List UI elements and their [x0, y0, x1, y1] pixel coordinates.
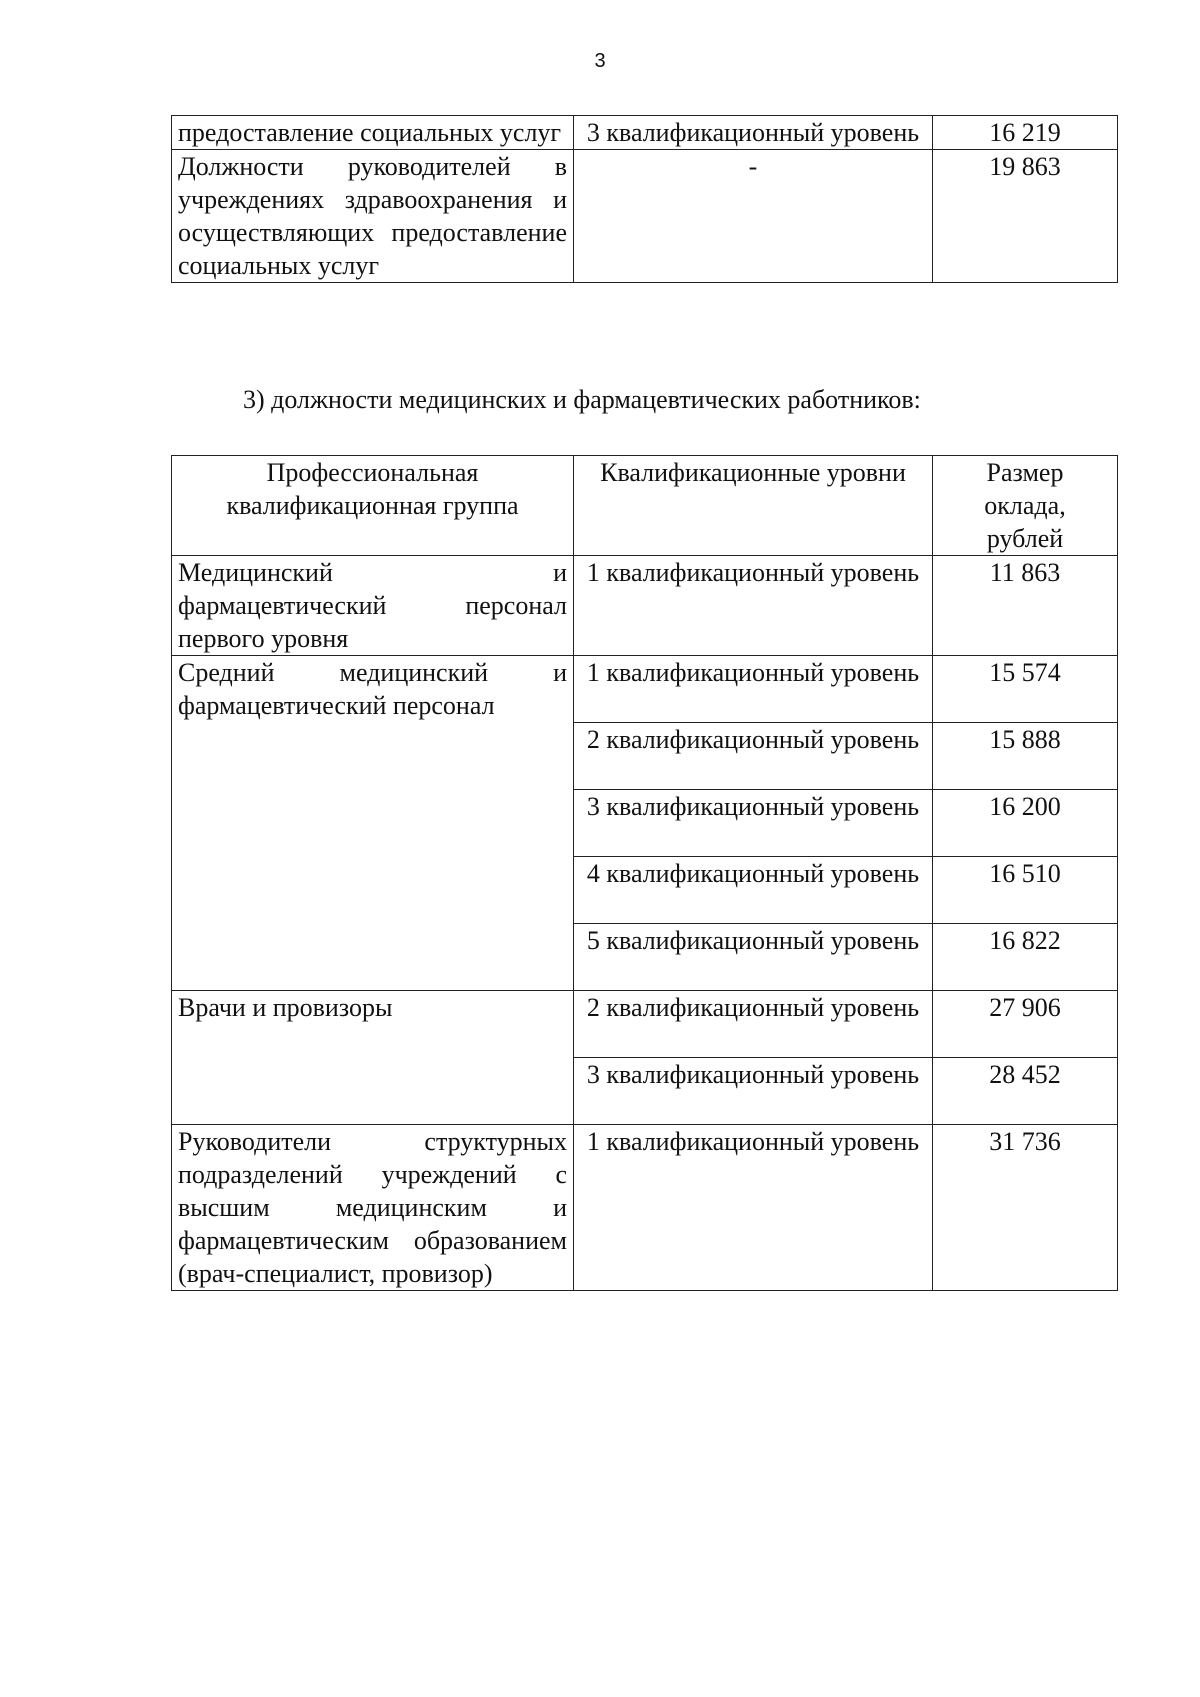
header-level: Квалификационные уровни [574, 456, 933, 556]
level-cell: 1 квалификационный уровень [574, 1125, 933, 1291]
level-cell: 3 квалификационный уровень [574, 116, 933, 150]
group-cell: Медицинский и фармацевтический персонал первого уровня [172, 556, 574, 656]
table-row [172, 116, 1118, 150]
salary-cell: 15 888 [933, 723, 1118, 790]
header-salary: Размер оклада, рублей [933, 456, 1118, 556]
header-group: Профессиональная квалификационная группа [172, 456, 574, 556]
table-header-row [172, 456, 1118, 556]
table-row [172, 656, 1118, 723]
salary-cell: 16 200 [933, 790, 1118, 857]
level-cell: 1 квалификационный уровень [574, 556, 933, 656]
group-cell: Врачи и провизоры [172, 991, 574, 1125]
group-cell: Руководители структурных подразделений учреждений с высшим медицинским и фармацевтическим образованием (врач-специалист, провизор) [172, 1125, 574, 1291]
salary-cell: 11 863 [933, 556, 1118, 656]
level-cell: 1 квалификационный уровень [574, 656, 933, 723]
table-row [172, 991, 1118, 1058]
group-cell: предоставление социальных услуг [172, 116, 574, 150]
salary-cell: 16 822 [933, 924, 1118, 991]
salary-table-continued [171, 115, 1118, 283]
level-cell: 4 квалификационный уровень [574, 857, 933, 924]
salary-cell: 31 736 [933, 1125, 1118, 1291]
level-cell: 3 квалификационный уровень [574, 790, 933, 857]
salary-cell: 15 574 [933, 656, 1118, 723]
level-cell: 5 квалификационный уровень [574, 924, 933, 991]
medical-salary-table [171, 455, 1118, 1291]
group-cell: Средний медицинский и фармацевтический персонал [172, 656, 574, 991]
salary-cell: 16 510 [933, 857, 1118, 924]
level-cell: - [574, 150, 933, 283]
salary-cell: 27 906 [933, 991, 1118, 1058]
table-row [172, 150, 1118, 283]
salary-cell: 16 219 [933, 116, 1118, 150]
salary-cell: 19 863 [933, 150, 1118, 283]
level-cell: 3 квалификационный уровень [574, 1058, 933, 1125]
section-heading: 3) должности медицинских и фармацевтических работников: [243, 385, 921, 414]
table-row [172, 556, 1118, 656]
level-cell: 2 квалификационный уровень [574, 723, 933, 790]
level-cell: 2 квалификационный уровень [574, 991, 933, 1058]
table-row [172, 1125, 1118, 1291]
group-cell: Должности руководителей в учреждениях здравоохранения и осуществляющих предоставление социальных услуг [172, 150, 574, 283]
page-number: 3 [594, 50, 606, 72]
salary-cell: 28 452 [933, 1058, 1118, 1125]
